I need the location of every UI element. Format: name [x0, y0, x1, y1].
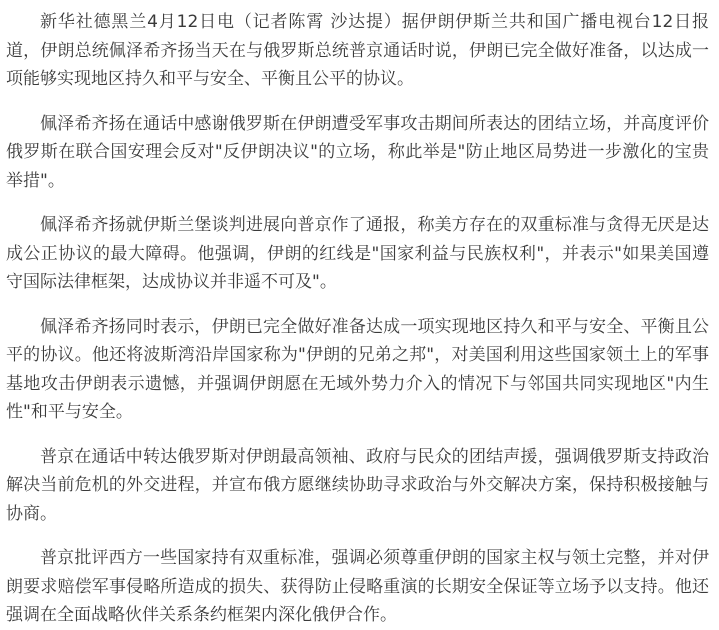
article-paragraph: 佩泽希齐扬同时表示，伊朗已完全做好准备达成一项实现地区持久和平与安全、平衡且公平的协议。他还将波斯湾沿岸国家称为"伊朗的兄弟之邦"，对美国利用这些国家领土上的军事基地攻击伊朗表示遗憾，并强调伊朗愿在无域外势力介入的情况下与邻国共同实现地区"内生性"和平与安全。 — [6, 316, 709, 422]
article-paragraph-dateline: 新华社德黑兰4月12日电（记者陈霄 沙达提）据伊朗伊斯兰共和国广播电视台12日报道，伊朗总统佩泽希齐扬当天在与俄罗斯总统普京通话时说，伊朗已完全做好准备，以达成一项能够实现地区持久和平与安全、平衡且公平的协议。 — [6, 12, 709, 89]
article-paragraph: 佩泽希齐扬在通话中感谢俄罗斯在伊朗遭受军事攻击期间所表达的团结立场，并高度评价俄罗斯在联合国安理会反对"反伊朗决议"的立场，称此举是"防止地区局势进一步激化的宝贵举措"。 — [6, 113, 709, 191]
article-paragraph: 普京在通话中转达俄罗斯对伊朗最高领袖、政府与民众的团结声援，强调俄罗斯支持政治解决当前危机的外交进程，并宣布俄方愿继续协助寻求政治与外交解决方案，保持积极接触与协商。 — [6, 446, 709, 524]
article-paragraph: 普京批评西方一些国家持有双重标准，强调必须尊重伊朗的国家主权与领土完整，并对伊朗要求赔偿军事侵略所造成的损失、获得防止侵略重演的长期安全保证等立场予以支持。他还强调在全面战略伙伴关系条约框架内深化俄伊合作。 — [6, 548, 709, 625]
article-paragraph: 佩泽希齐扬就伊斯兰堡谈判进展向普京作了通报，称美方存在的双重标准与贪得无厌是达成公正协议的最大障碍。他强调，伊朗的红线是"国家利益与民族权利"，并表示"如果美国遵守国际法律框架，达成协议并非遥不可及"。 — [6, 215, 709, 292]
